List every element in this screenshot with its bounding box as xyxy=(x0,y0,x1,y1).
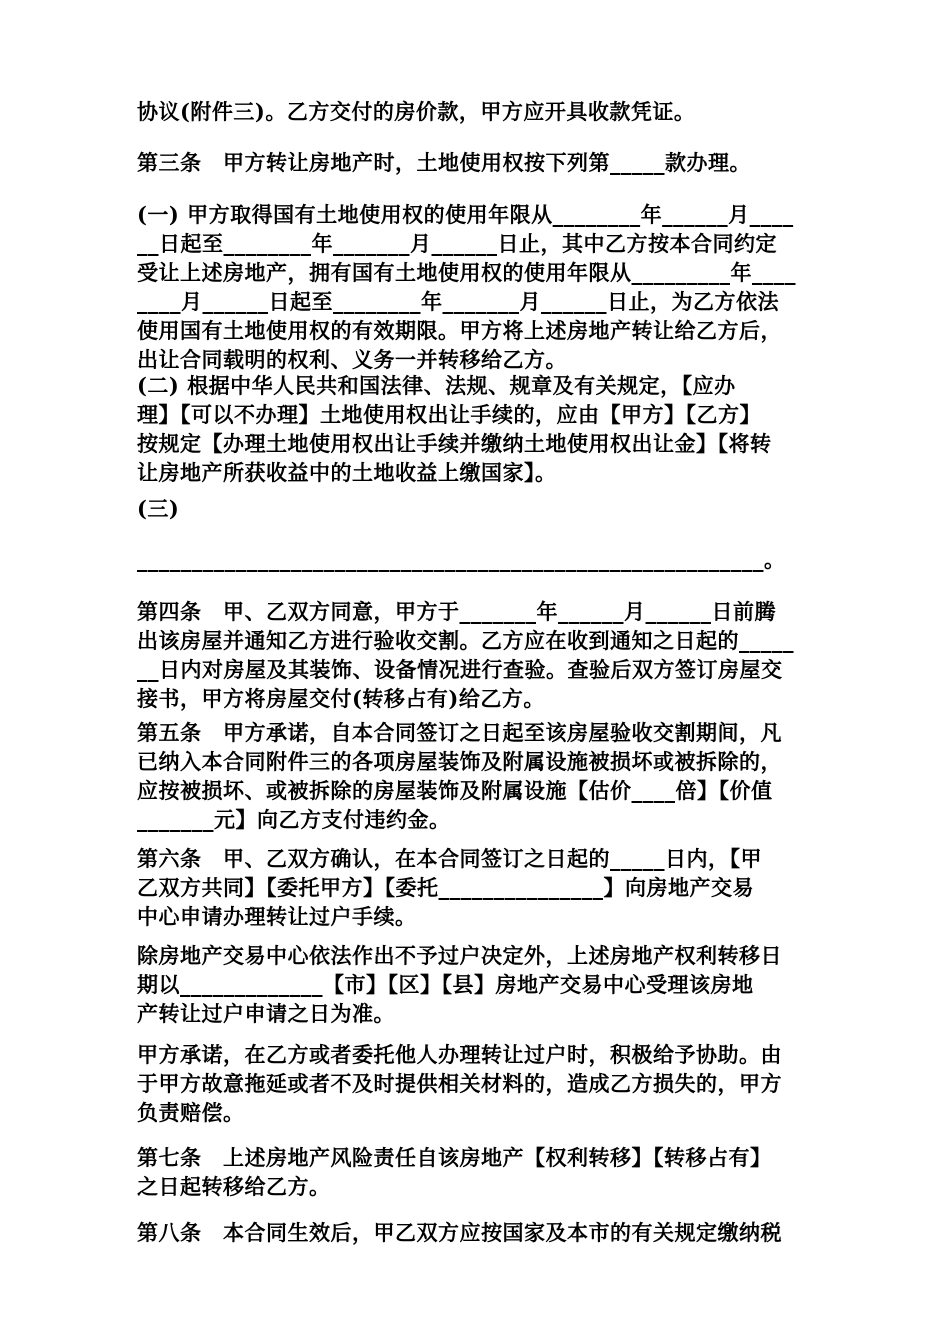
text-line: 出让合同载明的权利、义务一并转移给乙方。 xyxy=(137,347,567,372)
text-line: 协议(附件三)。乙方交付的房价款，甲方应开具收款凭证。 xyxy=(137,99,696,124)
text-line: 第五条 甲方承诺，自本合同签订之日起至该房屋验收交割期间，凡 xyxy=(137,720,782,745)
text-line: (一) 甲方取得国有土地使用权的使用年限从________年______月____ xyxy=(137,202,794,227)
text-line: 应按被损坏、或被拆除的房屋装饰及附属设施【估价____倍】【价值 xyxy=(137,778,773,803)
text-line: 乙双方共同】【委托甲方】【委托_______________】向房地产交易 xyxy=(137,875,754,900)
text-line: 让房地产所获收益中的土地收益上缴国家】。 xyxy=(137,460,557,485)
paragraph-clause-1 xyxy=(137,200,827,374)
paragraph-transfer-date xyxy=(137,941,827,1028)
text-line: __日内对房屋及其装饰、设备情况进行查验。查验后双方签订房屋交 xyxy=(137,657,783,682)
text-line: 产转让过户申请之日为准。 xyxy=(137,1001,395,1026)
text-line: 甲方承诺，在乙方或者委托他人办理转让过户时，积极给予协助。由 xyxy=(137,1042,782,1067)
paragraph-clause-3-blank xyxy=(137,545,827,574)
paragraph-clause-2 xyxy=(137,371,827,487)
paragraph-clause-3 xyxy=(137,494,827,523)
text-line: 理】【可以不办理】土地使用权出让手续的，应由【甲方】【乙方】 xyxy=(137,402,761,427)
paragraph-article-3-heading xyxy=(137,148,827,177)
text-line: 已纳入本合同附件三的各项房屋装饰及附属设施被损坏或被拆除的， xyxy=(137,749,782,774)
text-line: _______元】向乙方支付违约金。 xyxy=(137,807,451,832)
paragraph-payment-receipt xyxy=(137,97,827,126)
paragraph-article-7 xyxy=(137,1143,827,1201)
text-line: ____月______日起至________年_______月______日止，为乙方依法 xyxy=(137,289,779,314)
text-line: (二) 根据中华人民共和国法律、法规、规章及有关规定，【应办 xyxy=(137,373,736,398)
text-line: 第四条 甲、乙双方同意，甲方于_______年______月______日前腾 xyxy=(137,599,776,624)
text-line: 受让上述房地产，拥有国有土地使用权的使用年限从_________年____ xyxy=(137,260,796,285)
text-line: _________________________________________________________。 xyxy=(137,547,786,572)
text-line: 使用国有土地使用权的有效期限。甲方将上述房地产转让给乙方后， xyxy=(137,318,782,343)
paragraph-article-8 xyxy=(137,1218,827,1247)
paragraph-seller-commitment xyxy=(137,1040,827,1127)
text-line: 第八条 本合同生效后，甲乙双方应按国家及本市的有关规定缴纳税 xyxy=(137,1220,782,1245)
paragraph-article-6 xyxy=(137,844,827,931)
text-line: 第七条 上述房地产风险责任自该房地产【权利转移】【转移占有】 xyxy=(137,1145,772,1170)
text-line: 期以_____________【市】【区】【县】房地产交易中心受理该房地 xyxy=(137,972,754,997)
text-line: 中心申请办理转让过户手续。 xyxy=(137,904,417,929)
text-line: 之日起转移给乙方。 xyxy=(137,1174,331,1199)
text-line: 第三条 甲方转让房地产时，土地使用权按下列第_____款办理。 xyxy=(137,150,751,175)
text-line: 按规定【办理土地使用权出让手续并缴纳土地使用权出让金】【将转 xyxy=(137,431,772,456)
text-line: 除房地产交易中心依法作出不予过户决定外，上述房地产权利转移日 xyxy=(137,943,782,968)
text-line: (三) xyxy=(137,496,180,521)
text-line: 接书，甲方将房屋交付(转移占有)给乙方。 xyxy=(137,686,545,711)
text-line: 负责赔偿。 xyxy=(137,1100,245,1125)
paragraph-article-4 xyxy=(137,597,827,713)
paragraph-article-5 xyxy=(137,718,827,834)
text-line: 出该房屋并通知乙方进行验收交割。乙方应在收到通知之日起的_____ xyxy=(137,628,794,653)
text-line: 于甲方故意拖延或者不及时提供相关材料的，造成乙方损失的，甲方 xyxy=(137,1071,782,1096)
text-line: 第六条 甲、乙双方确认，在本合同签订之日起的_____日内，【甲 xyxy=(137,846,762,871)
text-line: __日起至________年_______月______日止，其中乙方按本合同约定 xyxy=(137,231,777,256)
